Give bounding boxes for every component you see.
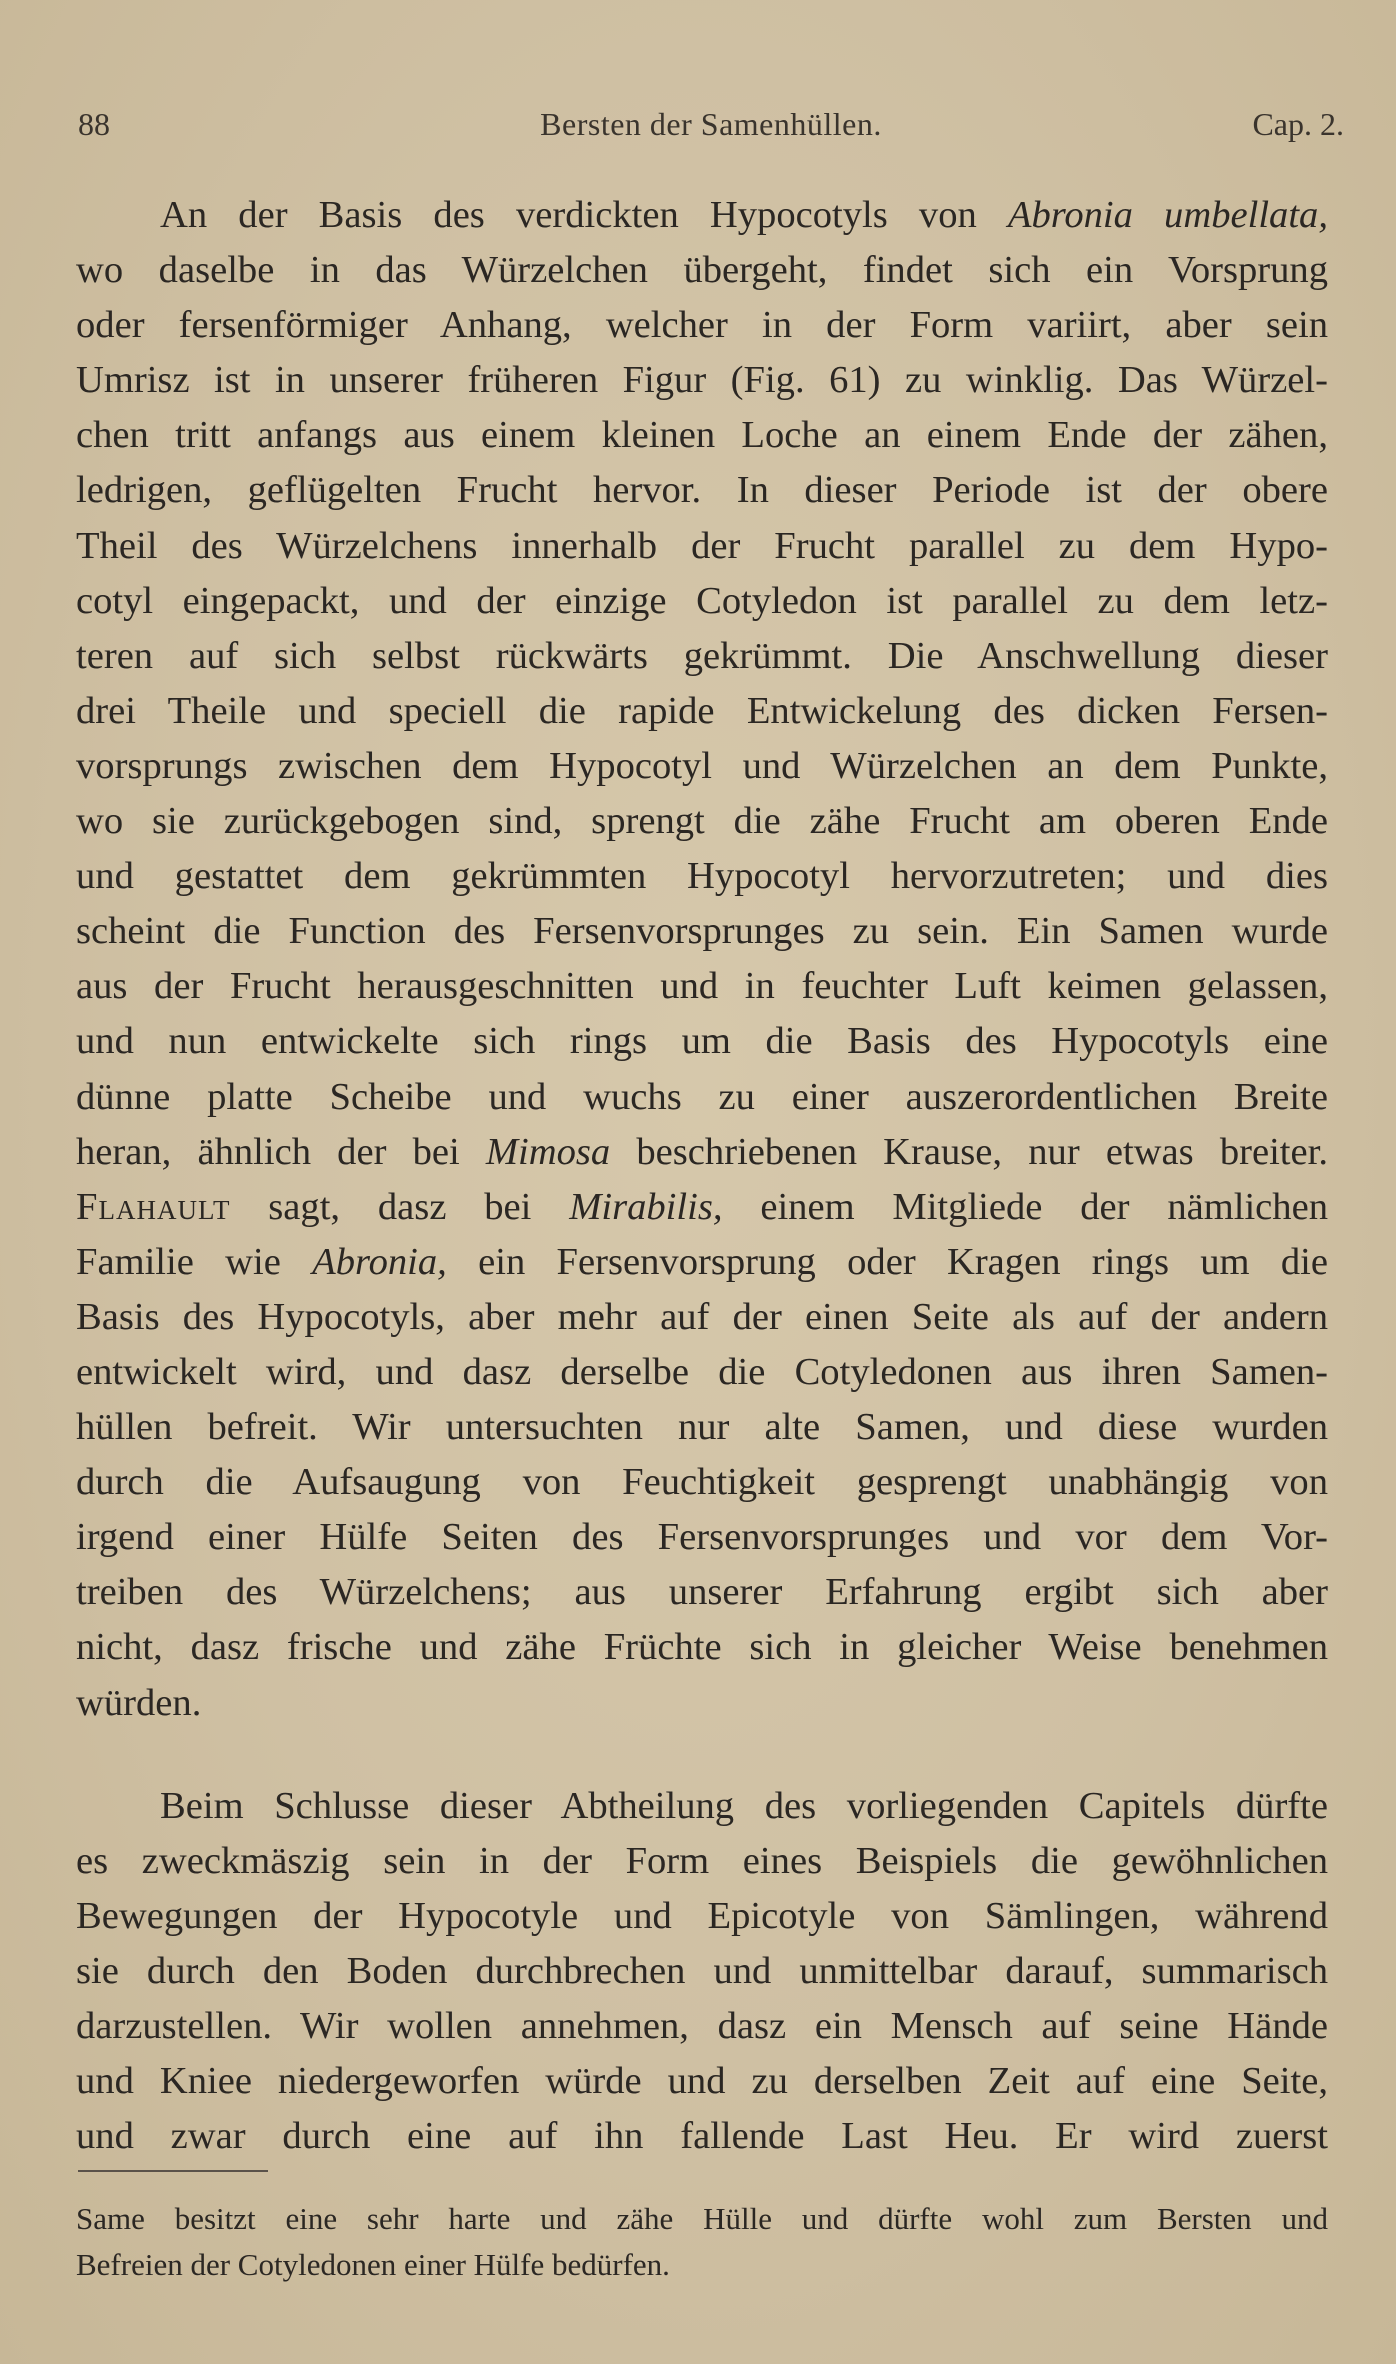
text-line: scheint die Function des Fersenvorsprunges zu sein. Ein Samen wurde xyxy=(76,910,1328,953)
paragraph-gap xyxy=(76,1731,1328,1779)
text-line: und gestattet dem gekrümmten Hypocotyl hervorzutreten; und dies xyxy=(76,855,1328,898)
main-text xyxy=(76,188,1328,2164)
text-line: nicht, dasz frische und zähe Früchte sich in gleicher Weise benehmen xyxy=(76,1626,1328,1669)
text-line: drei Theile und speciell die rapide Entwickelung des dicken Fersen- xyxy=(76,689,1328,732)
text-line: es zweckmäszig sein in der Form eines Beispiels die gewöhnlichen xyxy=(76,1839,1328,1882)
text-line: sie durch den Boden durchbrechen und unmittelbar darauf, summarisch xyxy=(76,1949,1328,1992)
text-line: dünne platte Scheibe und wuchs zu einer auszerordentlichen Breite xyxy=(76,1075,1328,1118)
text-line: darzustellen. Wir wollen annehmen, dasz ein Mensch auf seine Hände xyxy=(76,2005,1328,2047)
footnote-line: Befreien der Cotyledonen einer Hülfe bedürfen. xyxy=(76,2247,670,2282)
running-title: Bersten der Samenhüllen. xyxy=(540,106,882,142)
text-line: An der Basis des verdickten Hypocotyls von Abronia umbellata, xyxy=(160,194,1328,236)
text-line: ledrigen, geflügelten Frucht hervor. In dieser Periode ist der obere xyxy=(76,469,1328,512)
text-line: Flahault sagt, dasz bei Mirabilis, einem Mitgliede der nämlichen xyxy=(76,1185,1329,1228)
text-line: und nun entwickelte sich rings um die Basis des Hypocotyls eine xyxy=(76,1020,1328,1063)
text-line: chen tritt anfangs aus einem kleinen Loche an einem Ende der zähen, xyxy=(76,414,1328,457)
text-line: treiben des Würzelchens; aus unserer Erfahrung ergibt sich aber xyxy=(76,1571,1328,1614)
text-line: und Kniee niedergeworfen würde und zu derselben Zeit auf eine Seite, xyxy=(76,2060,1328,2103)
footnote xyxy=(76,2196,1328,2288)
text-line: und zwar durch eine auf ihn fallende Last Heu. Er wird zuerst xyxy=(76,2115,1328,2158)
text-line: Theil des Würzelchens innerhalb der Frucht parallel zu dem Hypo- xyxy=(76,524,1328,567)
text-line: teren auf sich selbst rückwärts gekrümmt. Die Anschwellung dieser xyxy=(76,634,1328,677)
author-name: Flahault xyxy=(76,1185,231,1228)
page-number: 88 xyxy=(78,106,110,142)
text-line: hüllen befreit. Wir untersuchten nur alte Samen, und diese wurden xyxy=(76,1406,1328,1449)
text-line: würden. xyxy=(76,1681,202,1724)
text-line: Basis des Hypocotyls, aber mehr auf der einen Seite als auf der andern xyxy=(76,1295,1328,1338)
text-line: vorsprungs zwischen dem Hypocotyl und Würzelchen an dem Punkte, xyxy=(76,744,1328,787)
text-line: irgend einer Hülfe Seiten des Fersenvorsprunges und vor dem Vor- xyxy=(76,1516,1328,1559)
text-line: Umrisz ist in unserer früheren Figur (Fig. 61) zu winklig. Das Würzel- xyxy=(76,359,1328,402)
text-line: wo sie zurückgebogen sind, sprengt die zähe Frucht am oberen Ende xyxy=(76,800,1328,843)
text-line: heran, ähnlich der bei Mimosa beschriebenen Krause, nur etwas breiter. xyxy=(76,1130,1328,1173)
text-line: entwickelt wird, und dasz derselbe die Cotyledonen aus ihren Samen- xyxy=(76,1350,1328,1393)
text-line: oder fersenförmiger Anhang, welcher in der Form variirt, aber sein xyxy=(76,304,1328,347)
text-line: aus der Frucht herausgeschnitten und in feuchter Luft keimen gelassen, xyxy=(76,965,1328,1008)
text-line: cotyl eingepackt, und der einzige Cotyledon ist parallel zu dem letz- xyxy=(76,579,1328,622)
chapter-label: Cap. 2. xyxy=(1252,106,1344,142)
paragraph-2 xyxy=(76,1779,1328,2165)
footnote-line: Same besitzt eine sehr harte und zähe Hülle und dürfte wohl zum Bersten und xyxy=(76,2201,1328,2236)
text-line: wo daselbe in das Würzelchen übergeht, findet sich ein Vorsprung xyxy=(76,249,1328,292)
text-line: Beim Schlusse dieser Abtheilung des vorliegenden Capitels dürfte xyxy=(160,1784,1328,1827)
paragraph-1 xyxy=(76,188,1328,1731)
page-header xyxy=(78,106,1344,154)
text-line: Familie wie Abronia, ein Fersenvorsprung oder Kragen rings um die xyxy=(76,1240,1328,1283)
text-line: Bewegungen der Hypocotyle und Epicotyle von Sämlingen, während xyxy=(76,1894,1328,1937)
footnote-divider xyxy=(78,2170,268,2172)
text-line: durch die Aufsaugung von Feuchtigkeit gesprengt unabhängig von xyxy=(76,1461,1328,1504)
